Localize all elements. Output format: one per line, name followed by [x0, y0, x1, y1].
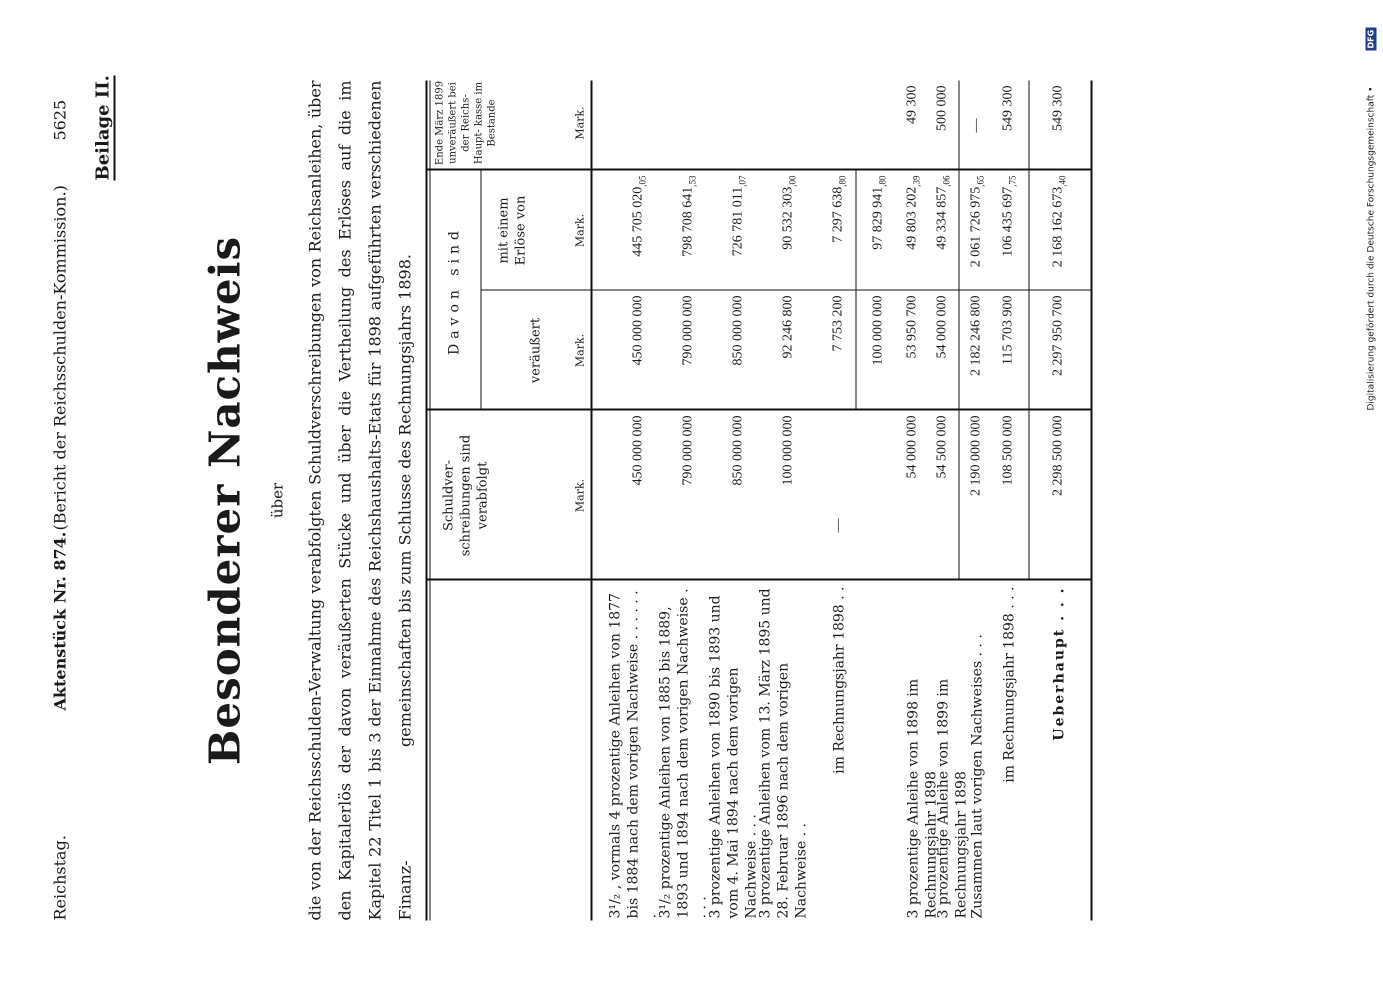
row-label: 3 prozentige Anleihen von 1890 bis 1893 und vom 4. Mai 1894 nach dem vorigen Nachweise . . .	[707, 594, 759, 918]
dfg-logo: DFG	[1366, 29, 1375, 48]
cell-proceeds	[630, 175, 647, 285]
cell-sold: 2 297 950 700	[1050, 295, 1065, 376]
cell-sold: 54 000 000	[934, 295, 949, 358]
cell-proceeds-pfennig: ,40	[1056, 175, 1067, 187]
cell-proceeds	[680, 175, 697, 285]
cell-proceeds-pfennig: ,65	[974, 175, 985, 187]
cell-proceeds-marks: 445 705 020	[630, 186, 645, 257]
cell-proceeds-pfennig: ,75	[1006, 175, 1017, 187]
cell-proceeds	[968, 175, 985, 285]
unit-label-sold: Mark.	[573, 333, 586, 367]
page-title: Besonderer Nachweis	[200, 235, 249, 765]
cell-issued: 54 500 000	[934, 415, 949, 478]
title-over: über	[268, 482, 286, 518]
cell-proceeds	[730, 175, 747, 285]
cell-proceeds-pfennig: ,05	[636, 175, 647, 187]
cell-proceeds-marks: 97 829 941	[870, 186, 885, 250]
cell-proceeds-pfennig: ,06	[940, 175, 951, 187]
unit-label-issued: Mark.	[573, 478, 586, 512]
cell-proceeds-marks: 49 334 857	[934, 186, 949, 250]
appendix-label: Beilage II.	[92, 74, 113, 180]
row-label: 3 prozentige Anleihe von 1898 im Rechnungsjahr 1898	[905, 678, 939, 918]
cell-issued: 850 000 000	[730, 415, 745, 485]
cell-unsold: 500 000	[934, 85, 949, 131]
header-left: Reichstag.	[50, 834, 69, 920]
cell-sold: 850 000 000	[730, 295, 745, 365]
row-label: 3¹/₂ , vormals 4 prozentige Anleihen von 1877 bis 1884 nach dem vorigen Nachweise . . . . . . .	[607, 589, 659, 918]
cell-sold: 2 182 246 800	[968, 295, 983, 376]
cell-proceeds-marks: 106 435 697	[1000, 186, 1015, 257]
column-header-sold: veräußert	[528, 317, 543, 383]
header-document: Aktenstück Nr. 874.	[50, 531, 69, 710]
cell-unsold: 49 300	[904, 85, 919, 124]
cell-proceeds-pfennig: ,39	[910, 175, 921, 187]
unit-label-proceeds: Mark.	[573, 213, 586, 247]
cell-issued: —	[830, 518, 845, 532]
cell-issued: 100 000 000	[780, 415, 795, 485]
intro-last-line: gemeinschaften bis zum Schlusse des Rechnungsjahrs 1898.	[395, 253, 414, 747]
cell-sold: 92 246 800	[780, 295, 795, 358]
cell-proceeds-pfennig: ,80	[836, 175, 847, 187]
cell-proceeds-marks: 7 297 638	[830, 186, 845, 243]
intro-paragraph: die von der Reichsschulden-Verwaltung verabfolgten Schuldverschreibungen von Reichsanleihen, über den Kapitalerlös der davon veräußerten Stücke und über die Vertheilung des Erlöses auf die im Kapitel 22 Titel 1 bis 3 der Einnahme des Reichshaushalts-Etats für 1898 aufgeführten verschiedenen Finanz-	[305, 80, 414, 920]
row-label: im Rechnungsjahr 1898 . .	[831, 586, 847, 774]
row-label: 3¹/₂ prozentige Anleihen von 1885 bis 1889, 1893 und 1894 nach dem vorigen Nachweise . . . .	[657, 587, 709, 918]
cell-proceeds-pfennig: ,53	[686, 175, 697, 187]
unit-label-unsold: Mark.	[573, 105, 586, 140]
cell-proceeds	[904, 175, 921, 285]
cell-issued: 2 190 000 000	[968, 415, 983, 496]
column-header-issued: Schuldver- schreibungen sind verabfolgt	[441, 434, 490, 556]
cell-proceeds-marks: 49 803 202	[904, 186, 919, 250]
cell-proceeds	[1000, 175, 1017, 285]
cell-proceeds-marks: 726 781 011	[730, 186, 745, 256]
cell-proceeds	[1050, 175, 1067, 285]
row-label: im Rechnungsjahr 1898 . . .	[1001, 586, 1017, 783]
cell-issued: 790 000 000	[680, 415, 695, 485]
row-label: 3 prozentige Anleihen vom 13. März 1895 und 28. Februar 1896 nach dem vorigen Nachweise . .	[757, 587, 809, 918]
cell-issued: 450 000 000	[630, 415, 645, 485]
cell-proceeds	[830, 175, 847, 285]
header-subtitle: (Bericht der Reichsschulden-Kommission.)	[50, 184, 69, 530]
cell-proceeds	[780, 175, 797, 285]
cell-proceeds-pfennig: ,80	[876, 175, 887, 187]
cell-issued: 54 000 000	[904, 415, 919, 478]
cell-unsold: —	[968, 118, 983, 132]
cell-proceeds-pfennig: ,00	[786, 175, 797, 187]
cell-proceeds-marks: 2 061 726 975	[968, 186, 983, 267]
cell-sold: 100 000 000	[870, 295, 885, 365]
column-header-unsold: Ende März 1899 unveräußert bei der Reichs-Haupt- kasse im Bestande	[434, 80, 497, 165]
row-label: Zusammen laut vorigen Nachweises . . .	[969, 633, 985, 918]
cell-sold: 790 000 000	[680, 295, 695, 365]
cell-proceeds-marks: 2 168 162 673	[1050, 186, 1065, 267]
column-header-group: Davon sind	[446, 225, 462, 355]
column-header-proceeds: mit einem Erlöse von	[496, 195, 528, 265]
cell-issued: 108 500 000	[1000, 415, 1015, 485]
cell-proceeds-marks: 798 708 641	[680, 186, 695, 257]
cell-sold: 115 703 900	[1000, 295, 1015, 365]
cell-proceeds-marks: 90 532 303	[780, 186, 795, 250]
cell-sold: 7 753 200	[830, 295, 845, 351]
cell-proceeds	[934, 175, 951, 285]
cell-proceeds	[870, 175, 887, 285]
cell-issued: 2 298 500 000	[1050, 415, 1065, 496]
cell-proceeds-pfennig: ,07	[736, 175, 747, 187]
row-label: Ueberhaupt . . .	[1051, 586, 1067, 741]
cell-unsold: 549 300	[1050, 85, 1065, 131]
row-label: 3 prozentige Anleihe von 1899 im Rechnungsjahr 1898	[935, 678, 969, 918]
header-page-number: 5625	[50, 99, 69, 140]
cell-unsold: 549 300	[1000, 85, 1015, 131]
digitization-credit: Digitalisierung gefördert durch die Deutsche Forschungsgemeinschaft •	[1366, 86, 1376, 410]
cell-sold: 53 950 700	[904, 295, 919, 358]
cell-sold: 450 000 000	[630, 295, 645, 365]
